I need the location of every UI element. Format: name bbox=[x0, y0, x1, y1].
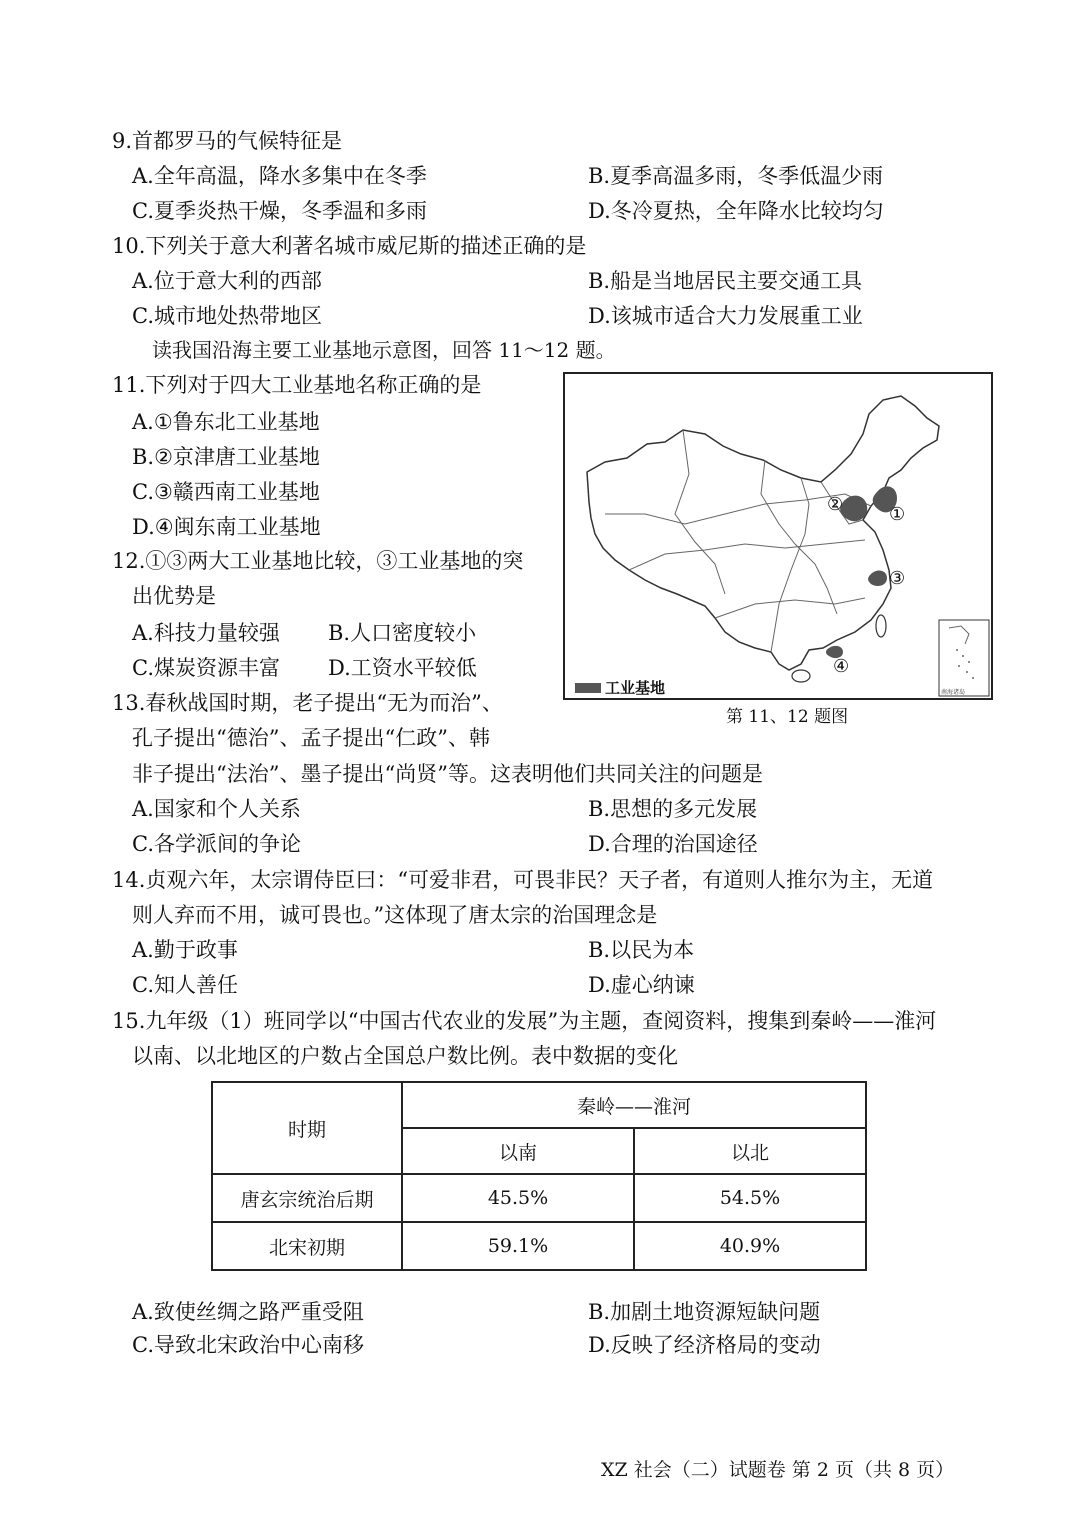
question-9-option-d: D.冬冷夏热，全年降水比较均匀 bbox=[588, 199, 884, 223]
question-14-option-a: A.勤于政事 bbox=[132, 938, 238, 962]
north-header: 以北 bbox=[634, 1128, 866, 1174]
question-12-option-b: B.人口密度较小 bbox=[328, 621, 477, 645]
question-12-option-c: C.煤炭资源丰富 bbox=[132, 656, 280, 680]
question-10-option-b: B.船是当地居民主要交通工具 bbox=[588, 269, 863, 293]
question-15-stem-line1: 15.九年级（1）班同学以“中国古代农业的发展”为主题，查阅资料，搜集到秦岭——淮河 bbox=[112, 1009, 937, 1033]
industrial-base-map bbox=[563, 372, 993, 700]
household-ratio-table bbox=[211, 1081, 867, 1271]
question-11-option-c: C.③赣西南工业基地 bbox=[132, 480, 320, 504]
question-12-option-d: D.工资水平较低 bbox=[328, 656, 477, 680]
question-11-stem: 11.下列对于四大工业基地名称正确的是 bbox=[112, 373, 482, 397]
marker-4: ④ bbox=[833, 656, 850, 677]
qinling-huaihe-header: 秦岭——淮河 bbox=[402, 1082, 866, 1128]
china-outline-map bbox=[565, 374, 991, 698]
question-11-option-a: A.①鲁东北工业基地 bbox=[132, 410, 320, 434]
question-14-option-c: C.知人善任 bbox=[132, 973, 238, 997]
question-13-option-d: D.合理的治国途径 bbox=[588, 832, 758, 856]
question-14-stem-line1: 14.贞观六年，太宗谓侍臣曰：“可爱非君，可畏非民？天子者，有道则人推尔为主，无道 bbox=[112, 868, 934, 892]
question-13-stem-line2: 孔子提出“德治”、孟子提出“仁政”、韩 bbox=[132, 726, 490, 750]
question-9-stem: 9.首都罗马的气候特征是 bbox=[112, 129, 343, 153]
marker-2: ② bbox=[827, 494, 844, 515]
north-cell: 40.9% bbox=[634, 1222, 866, 1270]
question-11-option-d: D.④闽东南工业基地 bbox=[132, 515, 321, 539]
south-cell: 45.5% bbox=[402, 1174, 634, 1222]
question-15-stem-line2: 以南、以北地区的户数占全国总户数比例。表中数据的变化 bbox=[132, 1044, 678, 1068]
south-header: 以南 bbox=[402, 1128, 634, 1174]
question-13-option-a: A.国家和个人关系 bbox=[132, 797, 301, 821]
page-footer: XZ 社会（二）试题卷 第 2 页（共 8 页） bbox=[601, 1459, 955, 1481]
question-10-option-d: D.该城市适合大力发展重工业 bbox=[588, 304, 863, 328]
question-15-option-d: D.反映了经济格局的变动 bbox=[588, 1333, 821, 1357]
table-row bbox=[212, 1174, 866, 1222]
question-9-option-c: C.夏季炎热干燥，冬季温和多雨 bbox=[132, 199, 427, 223]
question-13-option-b: B.思想的多元发展 bbox=[588, 797, 758, 821]
inset-label: 南海诸岛 bbox=[941, 689, 966, 696]
period-header: 时期 bbox=[212, 1082, 402, 1174]
question-14-option-b: B.以民为本 bbox=[588, 938, 695, 962]
marker-3: ③ bbox=[889, 568, 906, 589]
south-cell: 59.1% bbox=[402, 1222, 634, 1270]
question-9-option-a: A.全年高温，降水多集中在冬季 bbox=[132, 164, 427, 188]
table-row bbox=[212, 1222, 866, 1270]
question-15-option-c: C.导致北宋政治中心南移 bbox=[132, 1333, 364, 1357]
south-china-sea-inset bbox=[939, 620, 989, 696]
question-10-stem: 10.下列关于意大利著名城市威尼斯的描述正确的是 bbox=[112, 234, 587, 258]
marker-1: ① bbox=[889, 504, 906, 525]
question-14-stem-line2: 则人弃而不用，诚可畏也。”这体现了唐太宗的治国理念是 bbox=[132, 903, 658, 927]
question-11-option-b: B.②京津唐工业基地 bbox=[132, 445, 320, 469]
question-12-stem-line1: 12.①③两大工业基地比较，③工业基地的突 bbox=[112, 549, 524, 573]
question-15-option-a: A.致使丝绸之路严重受阻 bbox=[132, 1300, 364, 1324]
question-9-option-b: B.夏季高温多雨，冬季低温少雨 bbox=[588, 164, 884, 188]
question-10-option-c: C.城市地处热带地区 bbox=[132, 304, 322, 328]
taiwan-island bbox=[876, 615, 886, 637]
question-13-stem-line3: 非子提出“法治”、墨子提出“尚贤”等。这表明他们共同关注的问题是 bbox=[132, 762, 763, 786]
industrial-base-3 bbox=[868, 571, 887, 586]
intro-11-12: 读我国沿海主要工业基地示意图，回答 11～12 题。 bbox=[152, 338, 616, 362]
question-12-option-a: A.科技力量较强 bbox=[132, 621, 280, 645]
map-caption: 第 11、12 题图 bbox=[726, 707, 849, 727]
question-13-option-c: C.各学派间的争论 bbox=[132, 832, 301, 856]
question-12-stem-line2: 出优势是 bbox=[132, 584, 216, 608]
period-cell: 唐玄宗统治后期 bbox=[212, 1174, 402, 1222]
legend-swatch bbox=[575, 683, 601, 693]
question-15-option-b: B.加剧土地资源短缺问题 bbox=[588, 1300, 821, 1324]
period-cell: 北宋初期 bbox=[212, 1222, 402, 1270]
question-13-stem-line1: 13.春秋战国时期，老子提出“无为而治”、 bbox=[112, 691, 503, 715]
legend-label: 工业基地 bbox=[605, 679, 666, 697]
north-cell: 54.5% bbox=[634, 1174, 866, 1222]
question-10-option-a: A.位于意大利的西部 bbox=[132, 269, 322, 293]
question-14-option-d: D.虚心纳谏 bbox=[588, 973, 695, 997]
hainan-island bbox=[792, 670, 810, 682]
